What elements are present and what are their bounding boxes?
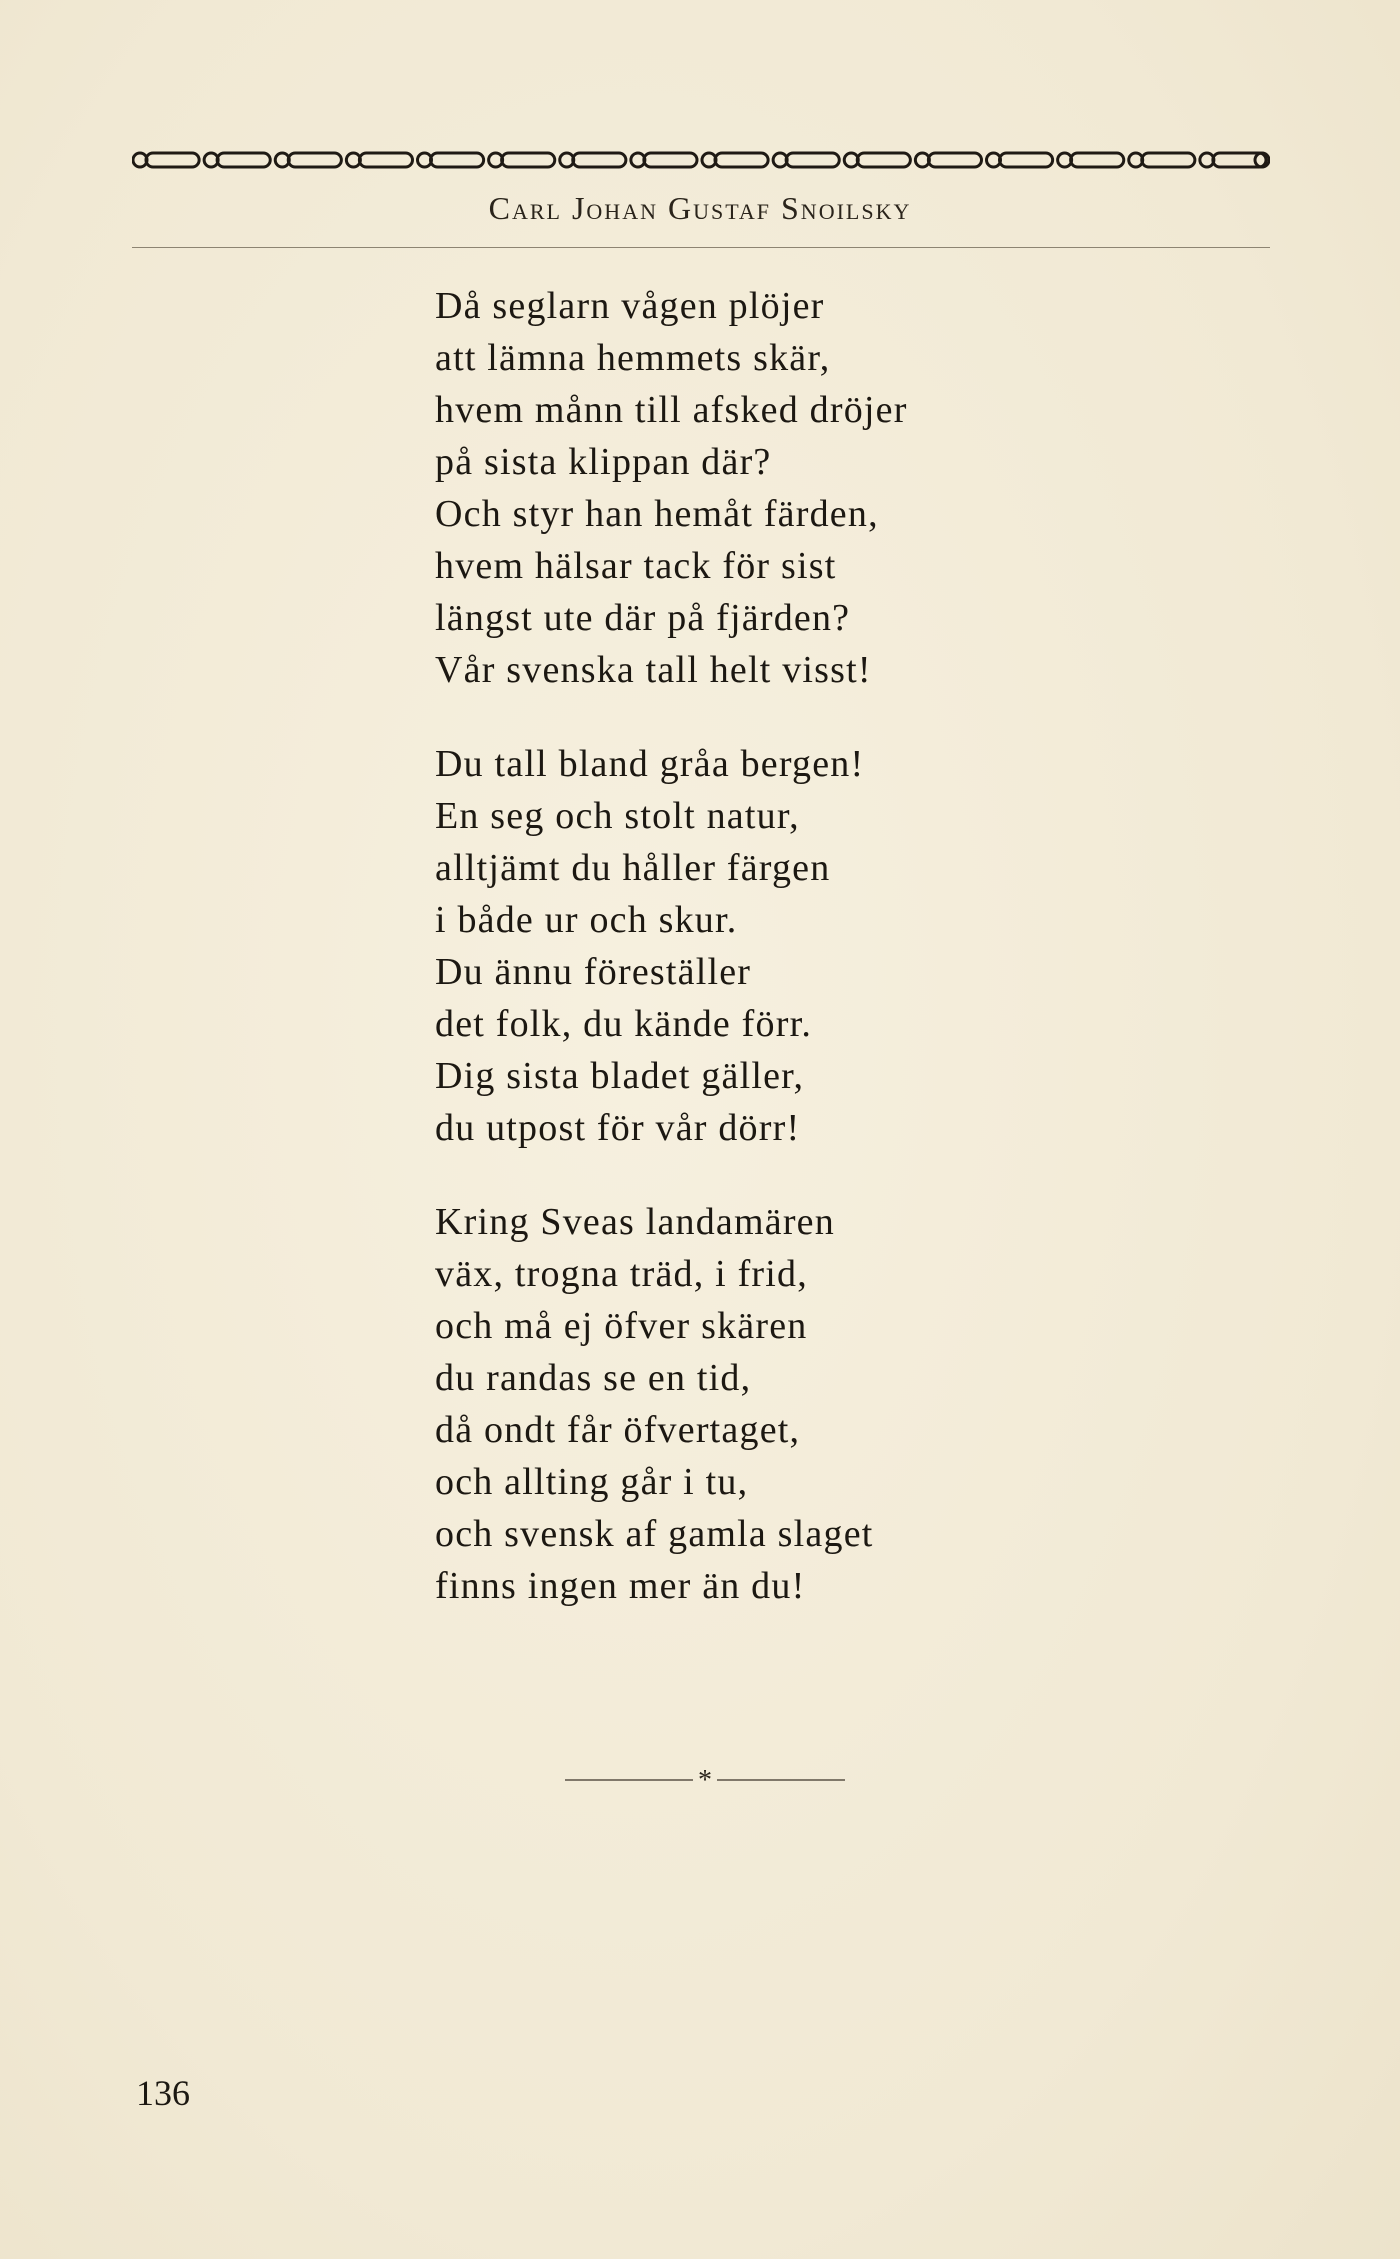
poem-line: Kring Sveas landamären <box>435 1201 835 1243</box>
poem-line: Dig sista bladet gäller, <box>435 1055 805 1097</box>
poem-line: och svensk af gamla slaget <box>435 1513 874 1555</box>
poem-line: Och styr han hemåt färden, <box>435 493 879 535</box>
poem-line: längst ute där på fjärden? <box>435 597 851 639</box>
poem-line: hvem hälsar tack för sist <box>435 545 837 587</box>
chain-link <box>857 153 910 167</box>
stanza-1 <box>435 280 1135 696</box>
chain-link <box>1000 153 1053 167</box>
chain-link <box>928 153 981 167</box>
chain-link <box>573 153 626 167</box>
poem-line: hvem månn till afsked dröjer <box>435 389 908 431</box>
chain-link <box>431 153 484 167</box>
poem-line: Du tall bland gråa bergen! <box>435 743 865 785</box>
chain-link <box>786 153 839 167</box>
poem-line: väx, trogna träd, i frid, <box>435 1253 808 1295</box>
chain-link <box>1142 153 1195 167</box>
chain-ornament-header <box>132 146 1270 174</box>
poem-line: du utpost för vår dörr! <box>435 1107 801 1149</box>
poem-line: finns ingen mer än du! <box>435 1565 806 1607</box>
poem-line: och må ej öfver skären <box>435 1305 808 1347</box>
poem-line: det folk, du kände förr. <box>435 1003 813 1045</box>
poem-line: Vår svenska tall helt visst! <box>435 649 872 691</box>
poem-line: du randas se en tid, <box>435 1357 752 1399</box>
chain-link <box>359 153 412 167</box>
chain-link <box>217 153 270 167</box>
poem-line: då ondt får öfvertaget, <box>435 1409 801 1451</box>
chain-link <box>502 153 555 167</box>
poem-line: att lämna hemmets skär, <box>435 337 831 379</box>
stanza-3 <box>435 1196 1135 1612</box>
chain-link <box>146 153 199 167</box>
asterisk-icon: * <box>698 1765 712 1795</box>
poem-line: och allting går i tu, <box>435 1461 749 1503</box>
chain-link <box>715 153 768 167</box>
header-rule <box>132 247 1270 248</box>
end-ornament <box>565 1765 845 1795</box>
chain-link <box>1071 153 1124 167</box>
chain-link <box>644 153 697 167</box>
poem-line: En seg och stolt natur, <box>435 795 800 837</box>
poem-line: alltjämt du håller färgen <box>435 847 831 889</box>
page-number: 136 <box>136 2073 190 2113</box>
stanza-2 <box>435 738 1135 1154</box>
poem-line: Du ännu föreställer <box>435 951 752 993</box>
poem-line: på sista klippan där? <box>435 441 772 483</box>
running-head: Carl Johan Gustaf Snoilsky <box>488 190 912 226</box>
poem <box>435 280 1135 1654</box>
poem-line: i både ur och skur. <box>435 899 738 941</box>
poem-line: Då seglarn vågen plöjer <box>435 285 825 327</box>
chain-link <box>288 153 341 167</box>
